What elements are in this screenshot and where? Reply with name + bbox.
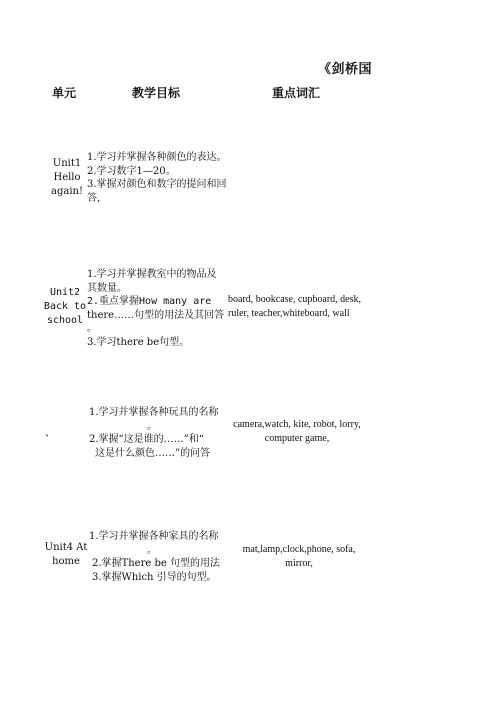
goal-line: 2.掌握“这是谁的……”和“ bbox=[89, 434, 204, 445]
goal-cell-3 bbox=[89, 406, 219, 460]
goal-line: 。 bbox=[147, 544, 157, 556]
vocab-line: mat,lamp,clock,phone, sofa, bbox=[242, 544, 356, 555]
unit-line: Unit1 bbox=[52, 158, 82, 169]
unit-cell-2 bbox=[40, 286, 90, 328]
goal-line: 其数量。 bbox=[87, 282, 127, 294]
vocab-line: mirror, bbox=[285, 557, 313, 569]
goal-line: 1.学习并掌握各种颜色的表达。 bbox=[87, 152, 227, 163]
goal-line: 这是什么颜色……”的问答 bbox=[95, 447, 211, 459]
unit-line: again! bbox=[51, 186, 83, 197]
unit-line: school bbox=[46, 315, 84, 326]
goal-line: 。 bbox=[147, 420, 157, 432]
header-goals: 教学目标 bbox=[132, 86, 181, 100]
vocab-line: computer game, bbox=[264, 432, 330, 444]
unit-line: home bbox=[52, 556, 80, 567]
header-unit: 单元 bbox=[52, 86, 77, 100]
vocab-line: board, bookcase, cupboard, desk, bbox=[228, 294, 362, 305]
goal-line: 1.学习并掌握各种玩具的名称 bbox=[89, 407, 219, 418]
unit-cell-1 bbox=[44, 157, 90, 199]
vocab-cell-3 bbox=[229, 418, 365, 445]
header-vocab: 重点词汇 bbox=[272, 86, 321, 100]
goal-line: 3.学习there be句型。 bbox=[87, 336, 190, 348]
goal-line: there……句型的用法及其回答 bbox=[87, 309, 225, 321]
vocab-cell-2 bbox=[228, 293, 361, 320]
goal-line: 2.重点掌握How many are bbox=[87, 296, 212, 307]
goal-line: 3.掌握对颜色和数字的提问和回 bbox=[87, 179, 227, 190]
goal-line: 2.学习数字1—20。 bbox=[87, 165, 176, 177]
goal-line: 。 bbox=[87, 323, 97, 334]
unit-line: Unit2 bbox=[49, 287, 81, 298]
unit-line: 、 bbox=[45, 428, 55, 439]
goal-line: 答， bbox=[87, 192, 107, 204]
goal-line: 3.掌握Which 引导的句型。 bbox=[92, 571, 217, 583]
goal-line: 1.学习并掌握教室中的物品及 bbox=[87, 269, 217, 280]
goal-cell-4 bbox=[89, 530, 220, 584]
vocab-line: ruler, teacher,whiteboard, wall bbox=[228, 307, 350, 319]
unit-cell-4 bbox=[42, 541, 90, 569]
goal-cell-2 bbox=[87, 268, 224, 349]
unit-line: Hello bbox=[53, 172, 81, 183]
unit-cell-3 bbox=[40, 427, 60, 441]
goal-cell-1 bbox=[87, 151, 227, 205]
vocab-cell-4 bbox=[236, 543, 362, 570]
unit-line: Unit4 At bbox=[44, 542, 88, 553]
document-title: 《剑桥国 bbox=[318, 62, 373, 77]
goal-line: 2.掌握There be 句型的用法 bbox=[92, 558, 220, 569]
vocab-line: camera,watch, kite, robot, lorry, bbox=[233, 419, 361, 430]
unit-line: Back to bbox=[43, 301, 87, 312]
goal-line: 1.学习并掌握各种家具的名称 bbox=[89, 531, 219, 542]
